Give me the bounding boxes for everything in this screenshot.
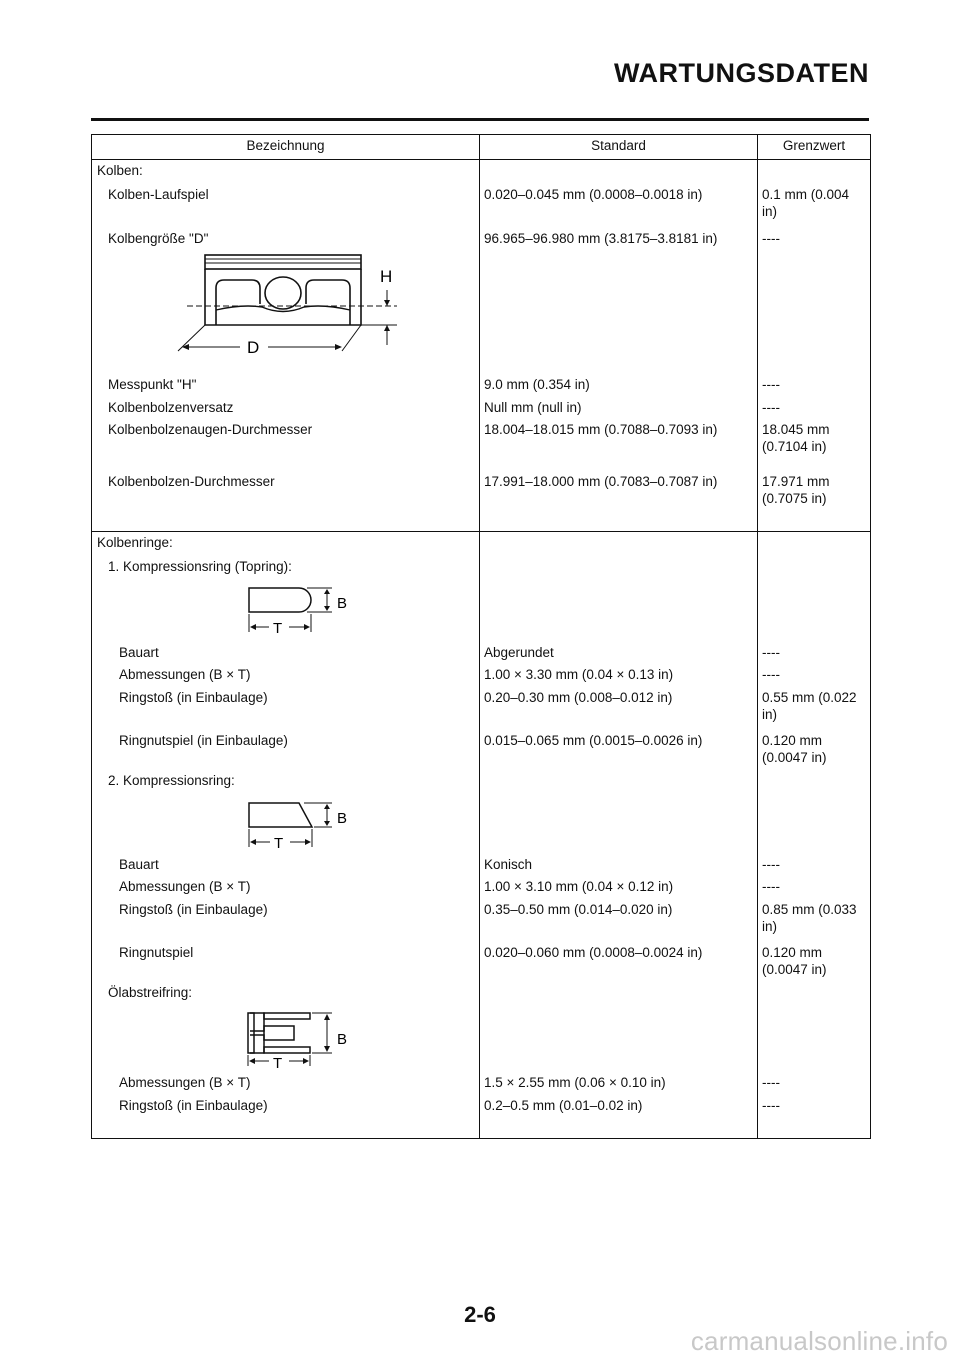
table-row: Bauart Konisch ---- [119, 857, 780, 872]
second-ring-diagram [92, 792, 479, 854]
label-t: T [274, 835, 284, 852]
table-row: Kolbenbolzenversatz Null mm (null in) ---- [108, 400, 780, 415]
maintenance-data-table [91, 134, 871, 1139]
header-limit: Grenzwert [757, 135, 870, 159]
table-row [92, 160, 870, 184]
label-b: B [337, 595, 348, 612]
table-row: Ringnutspiel (in Einbaulage) 0.015–0.065 mm (0.0015–0.0026 in) 0.120 mm (0.0047 in) [119, 733, 827, 765]
second-ring-figure [92, 792, 870, 854]
table-row: Kolbenbolzenaugen-Durchmesser 18.004–18.015 mm (0.7088–0.7093 in) 18.045 mm (0.7104 in) [108, 422, 830, 454]
section-pistons [92, 160, 870, 531]
table-row: Messpunkt "H" 9.0 mm (0.354 in) ---- [108, 377, 780, 392]
page-title: WARTUNGSDATEN [614, 58, 869, 88]
title-rule [91, 118, 869, 121]
oil-ring-diagram [92, 1004, 479, 1072]
header-standard: Standard [479, 135, 757, 159]
table-row: Ringstoß (in Einbaulage) 0.2–0.5 mm (0.01–0.02 in) ---- [119, 1098, 780, 1113]
label-t: T [273, 1055, 283, 1072]
label-t: T [273, 620, 283, 637]
table-row: Ölabstreifring: [108, 985, 193, 1000]
piston-figure [92, 250, 870, 374]
table-row: Ringstoß (in Einbaulage) 0.20–0.30 mm (0.008–0.012 in) 0.55 mm (0.022 in) [119, 690, 857, 722]
section-heading: Kolbenringe: [97, 535, 173, 550]
table-row: 1. Kompressionsring (Topring): [108, 559, 292, 574]
top-ring-figure [92, 578, 870, 642]
label-b: B [337, 810, 348, 827]
table-row: Abmessungen (B × T) 1.5 × 2.55 mm (0.06 × 0.10 in) ---- [119, 1075, 780, 1090]
table-row: Bauart Abgerundet ---- [119, 645, 780, 660]
page-number: 2-6 [464, 1302, 496, 1327]
header-name: Bezeichnung [246, 138, 325, 153]
table-row: Kolbengröße "D" 96.965–96.980 mm (3.8175–3.8181 in) ---- [108, 231, 780, 246]
table-row: Abmessungen (B × T) 1.00 × 3.30 mm (0.04 × 0.13 in) ---- [119, 667, 780, 682]
table-row: Kolbenbolzen-Durchmesser 17.991–18.000 mm (0.7083–0.7087 in) 17.971 mm (0.7075 in) [108, 474, 830, 506]
watermark: carmanualsonline.info [690, 1326, 948, 1356]
top-ring-diagram [92, 578, 479, 642]
section-piston-rings [92, 531, 870, 1138]
label-h: H [380, 267, 393, 286]
table-row [92, 532, 870, 556]
label-b: B [337, 1031, 348, 1048]
oil-ring-figure [92, 1004, 870, 1072]
table-row: Ringstoß (in Einbaulage) 0.35–0.50 mm (0.014–0.020 in) 0.85 mm (0.033 in) [119, 902, 857, 934]
table-header [92, 135, 870, 160]
table-row: Kolben-Laufspiel 0.020–0.045 mm (0.0008–0.0018 in) 0.1 mm (0.004 in) [108, 187, 850, 219]
label-d: D [247, 338, 260, 357]
table-row: Ringnutspiel 0.020–0.060 mm (0.0008–0.0024 in) 0.120 mm (0.0047 in) [119, 945, 827, 977]
piston-diagram [92, 250, 479, 374]
table-row: 2. Kompressionsring: [108, 773, 235, 788]
table-row: Abmessungen (B × T) 1.00 × 3.10 mm (0.04 × 0.12 in) ---- [119, 879, 780, 894]
section-heading: Kolben: [97, 163, 143, 178]
